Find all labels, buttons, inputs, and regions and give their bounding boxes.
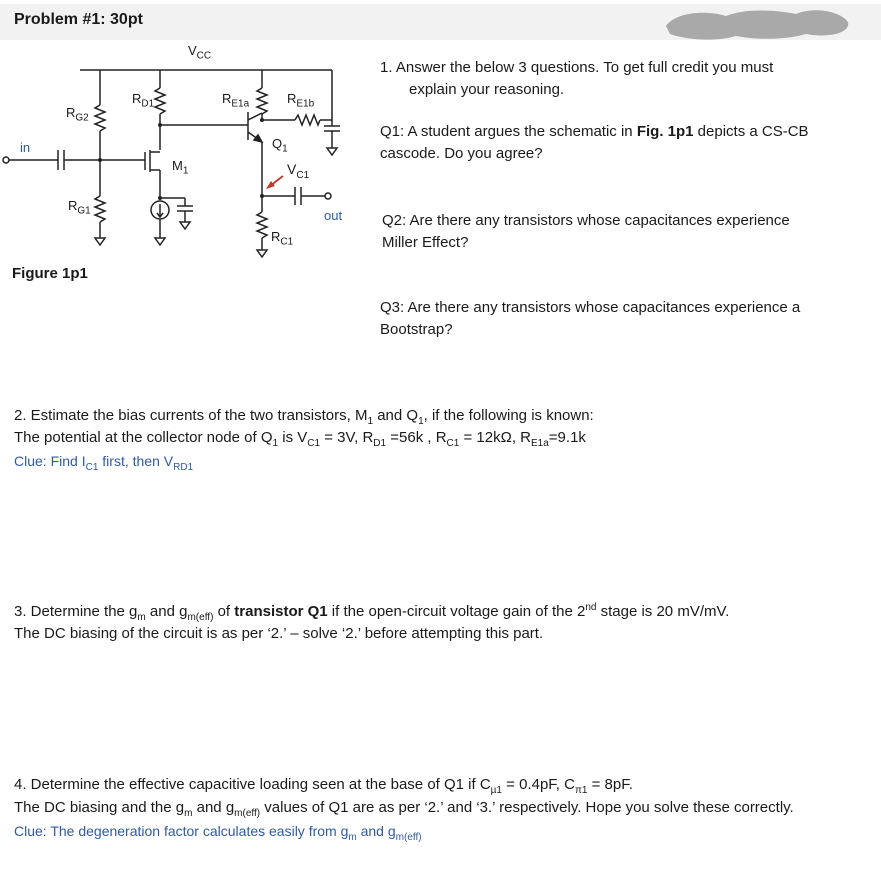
redaction-blob [656,4,852,44]
question-q2-line1: Q2: Are there any transistors whose capacitances experience [382,212,790,229]
label-rg1: $R_{G1}$ [68,198,91,217]
q2-clue: Clue: Find $I_{C1}$ first, then $V_{RD1}$ [14,453,194,473]
question-q1-line1: Q1: A student argues the schematic in Fig. 1p1 depicts a CS-CB [380,123,809,140]
question-q2-line2: Miller Effect? [382,234,469,251]
q4-line1: 4. Determine the effective capacitive loading seen at the base of Q1 if $C_{\mu 1} = 0.4pF$, $C_{\pi 1} = 8pF$. [14,776,633,796]
label-re1b: $R_{E1b}$ [287,91,315,110]
figure-caption: Figure 1p1 [12,265,88,282]
label-rg2: $R_{G2}$ [66,105,89,124]
q2-line2: The potential at the collector node of $Q_1$ is $V_{C1} = 3V$, $R_{D1} =56k$ , $R_{C1} = 12k\Omega$, $R_{E1a}=9.1k$ [14,429,586,449]
q4-clue: Clue: The degeneration factor calculates easily from $g_m$ and $g_{m(eff)}$ [14,823,422,843]
label-q1: $Q_1$ [272,136,288,155]
q2-line1: 2. Estimate the bias currents of the two transistors, $M_1$ and $Q_1$, if the following is known: [14,407,594,427]
label-out: out [324,208,343,223]
circuit-schematic [0,36,360,266]
label-vcc: $V_{CC}$ [188,43,212,62]
label-rc1: $R_{C1}$ [271,229,294,248]
q1-intro-line1: 1. Answer the below 3 questions. To get full credit you must [380,59,774,76]
page-title: Problem #1: 30pt [14,11,143,28]
q4-line2: The DC biasing and the $g_m$ and $g_{m(eff)}$ values of Q1 are as per ‘2.’ and ‘3.’ respectively. Hope you solve these correctly. [14,799,794,819]
q1-intro-line2: explain your reasoning. [409,81,565,98]
q3-line1: 3. Determine the $g_m$ and $g_{m(eff)}$ of transistor Q1 if the open-circuit voltage gain of the 2nd stage is 20 mV/mV. [14,602,730,623]
label-re1a: $R_{E1a}$ [222,91,250,110]
question-q1-line2: cascode. Do you agree? [380,145,543,162]
label-vc1: $V_{C1}$ [287,161,310,181]
question-q3-line1: Q3: Are there any transistors whose capacitances experience a [380,299,801,316]
q3-line2: The DC biasing of the circuit is as per ‘2.’ – solve ‘2.’ before attempting this part. [14,625,544,642]
label-m1: $M_1$ [172,158,189,177]
label-rd1: $R_{D1}$ [132,91,155,110]
question-q3-line2: Bootstrap? [380,321,453,338]
label-in: in [20,140,31,155]
